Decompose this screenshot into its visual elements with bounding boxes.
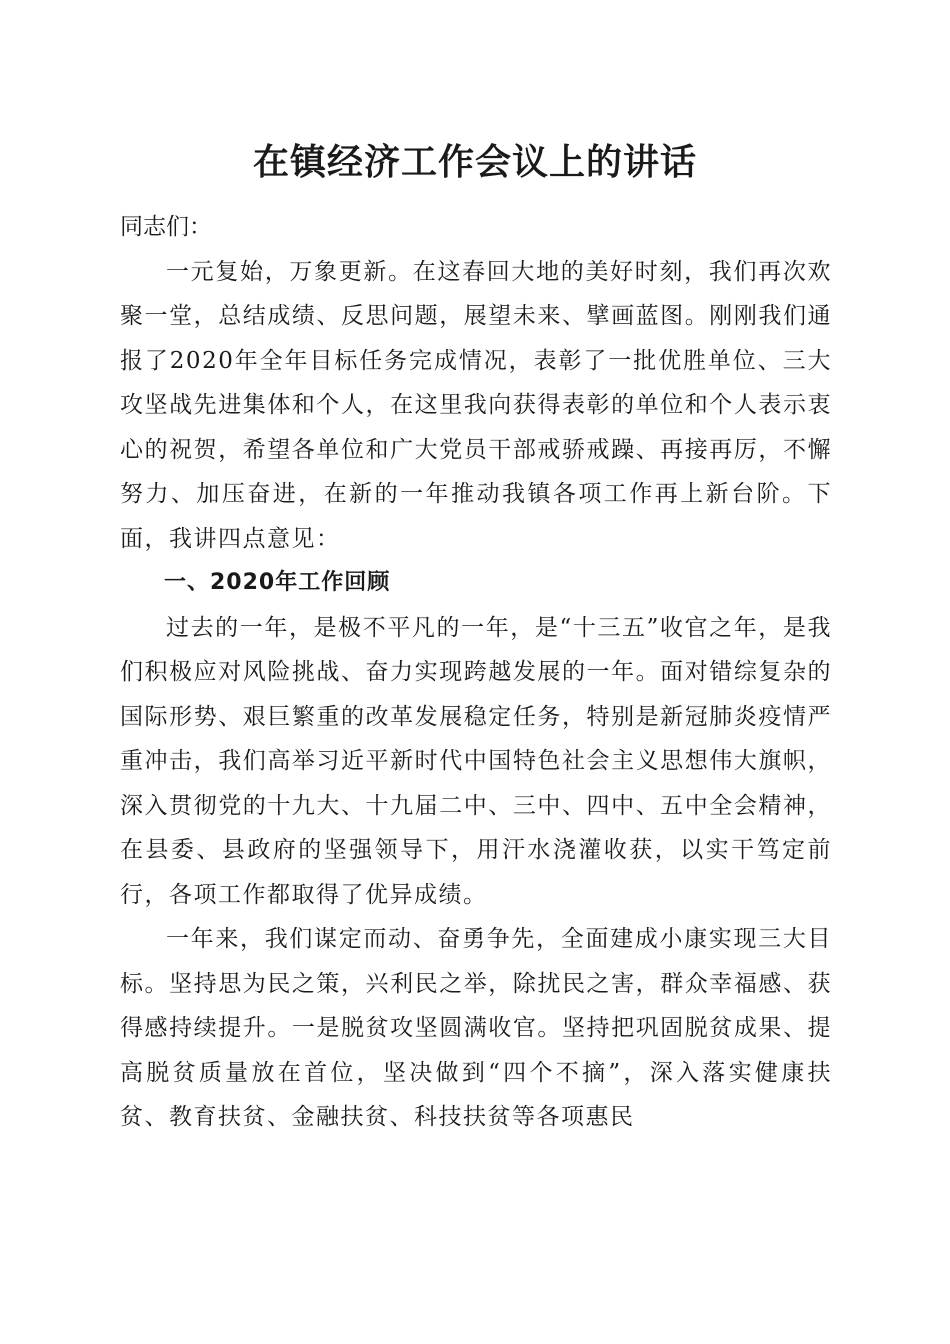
- review-paragraph: 过去的一年，是极不平凡的一年，是“十三五”收官之年，是我们积极应对风险挑战、奋力实现跨越发展的一年。面对错综复杂的国际形势、艰巨繁重的改革发展稳定任务，特别是新冠肺炎疫情严重冲击，我们高举习近平新时代中国特色社会主义思想伟大旗帜，深入贯彻党的十九大、十九届二中、三中、四中、五中全会精神，在县委、县政府的坚强领导下，用汗水浇灌收获，以实干笃定前行，各项工作都取得了优异成绩。: [120, 614, 832, 908]
- document-title: 在镇经济工作会议上的讲话: [252, 141, 697, 183]
- section-heading: 一、2020年工作回顾: [164, 570, 391, 595]
- document-body: [120, 205, 832, 1140]
- salutation: 同志们：: [120, 214, 212, 240]
- achievements-paragraph: 一年来，我们谋定而动、奋勇争先，全面建成小康实现三大目标。坚持思为民之策，兴利民之举，除扰民之害，群众幸福感、获得感持续提升。一是脱贫攻坚圆满收官。坚持把巩固脱贫成果、提高脱贫质量放在首位，坚决做到“四个不摘”，深入落实健康扶贫、教育扶贫、金融扶贫、科技扶贫等各项惠民: [120, 926, 832, 1130]
- opening-paragraph: 一元复始，万象更新。在这春回大地的美好时刻，我们再次欢聚一堂，总结成绩、反思问题，展望未来、擘画蓝图。刚刚我们通报了2020年全年目标任务完成情况，表彰了一批优胜单位、三大攻坚战先进集体和个人，在这里我向获得表彰的单位和个人表示衷心的祝贺，希望各单位和广大党员干部戒骄戒躁、再接再厉，不懈努力、加压奋进，在新的一年推动我镇各项工作再上新台阶。下面，我讲四点意见：: [120, 258, 832, 552]
